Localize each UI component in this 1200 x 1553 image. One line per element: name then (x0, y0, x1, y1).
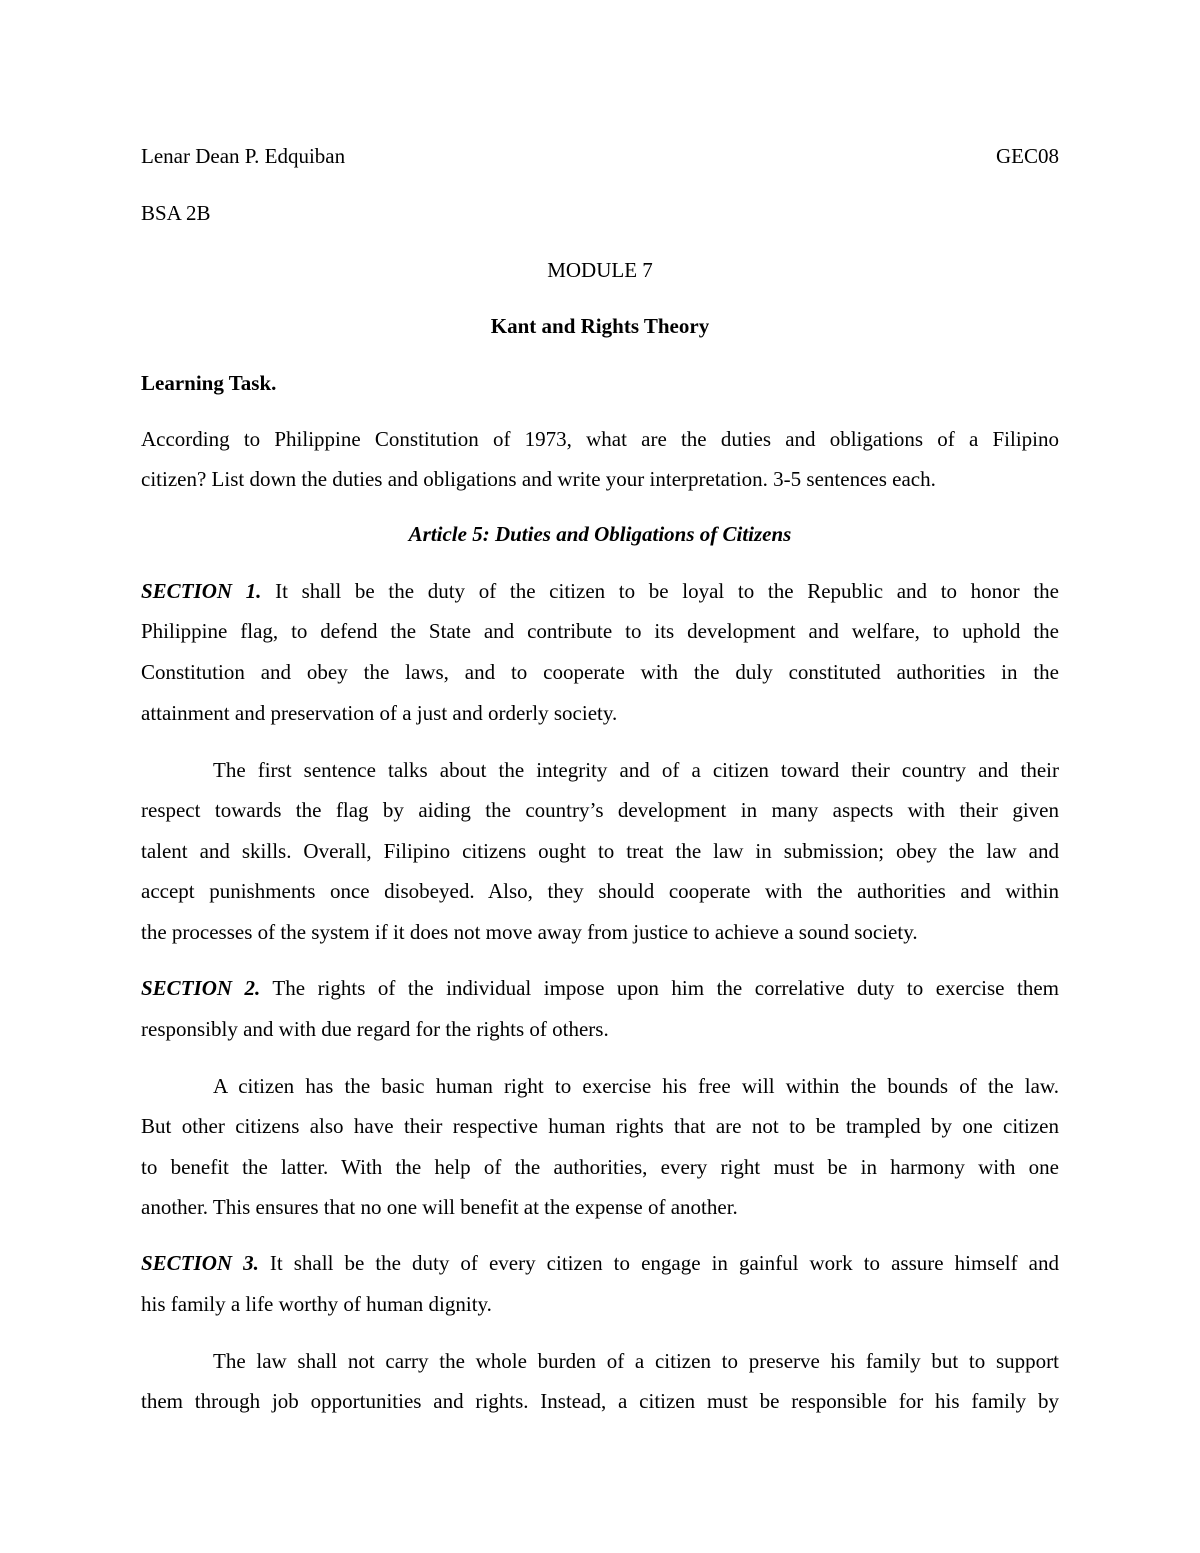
task-prompt-line: According to Philippine Constitution of 1973, what are the duties and obligations of a Filipino (141, 427, 1059, 451)
topic-title: Kant and Rights Theory (490, 314, 710, 338)
section-3-text: It shall be the duty of every citizen to engage in gainful work to assure himself and (258, 1251, 1059, 1275)
section-1-text-line: attainment and preservation of a just and orderly society. (141, 701, 618, 725)
section-3-interpretation-line: The law shall not carry the whole burden of a citizen to preserve his family but to support (213, 1349, 1059, 1373)
module-title: MODULE 7 (547, 258, 653, 282)
section-2-label: SECTION 2. (141, 976, 261, 1000)
section-2-line (141, 973, 1059, 1003)
section-1-text: It shall be the duty of the citizen to be loyal to the Republic and to honor the (261, 579, 1059, 603)
section-2-text-line: responsibly and with due regard for the rights of others. (141, 1017, 609, 1041)
course-code: GEC08 (996, 144, 1059, 168)
section-3-text-line: his family a life worthy of human dignity. (141, 1292, 492, 1316)
section-1-interpretation-line: talent and skills. Overall, Filipino citizens ought to treat the law in submission; obey the law and (141, 839, 1059, 863)
section-1-interpretation-line: the processes of the system if it does not move away from justice to achieve a sound society. (141, 920, 918, 944)
task-prompt-line: citizen? List down the duties and obligations and write your interpretation. 3-5 sentences each. (141, 467, 936, 491)
header-row (141, 141, 1059, 171)
task-heading: Learning Task. (141, 371, 277, 395)
section-3-line (141, 1248, 1059, 1278)
section-3-interpretation-line: them through job opportunities and rights. Instead, a citizen must be responsible for his family by (141, 1389, 1059, 1413)
section-1-label: SECTION 1. (141, 579, 262, 603)
section-1-text-line: Constitution and obey the laws, and to cooperate with the duly constituted authorities in the (141, 660, 1059, 684)
section-2-text: The rights of the individual impose upon him the correlative duty to exercise them (260, 976, 1059, 1000)
section-2-interpretation-line: another. This ensures that no one will benefit at the expense of another. (141, 1195, 738, 1219)
section-1-interpretation-line: The first sentence talks about the integrity and of a citizen toward their country and their (213, 758, 1059, 782)
section-2-interpretation-line: A citizen has the basic human right to exercise his free will within the bounds of the law. (213, 1074, 1059, 1098)
section-3-label: SECTION 3. (141, 1251, 259, 1275)
section-1-line (141, 576, 1059, 606)
section-1-interpretation-line: accept punishments once disobeyed. Also, they should cooperate with the authorities and within (141, 879, 1059, 903)
section-2-interpretation-line: to benefit the latter. With the help of the authorities, every right must be in harmony with one (141, 1155, 1059, 1179)
section-code: BSA 2B (141, 201, 211, 225)
section-1-text-line: Philippine flag, to defend the State and contribute to its development and welfare, to uphold the (141, 619, 1059, 643)
section-2-interpretation-line: But other citizens also have their respective human rights that are not to be trampled by one citizen (141, 1114, 1059, 1138)
article-title: Article 5: Duties and Obligations of Citizens (408, 522, 792, 546)
section-1-interpretation-line: respect towards the flag by aiding the country’s development in many aspects with their given (141, 798, 1059, 822)
student-name: Lenar Dean P. Edquiban (141, 144, 346, 168)
